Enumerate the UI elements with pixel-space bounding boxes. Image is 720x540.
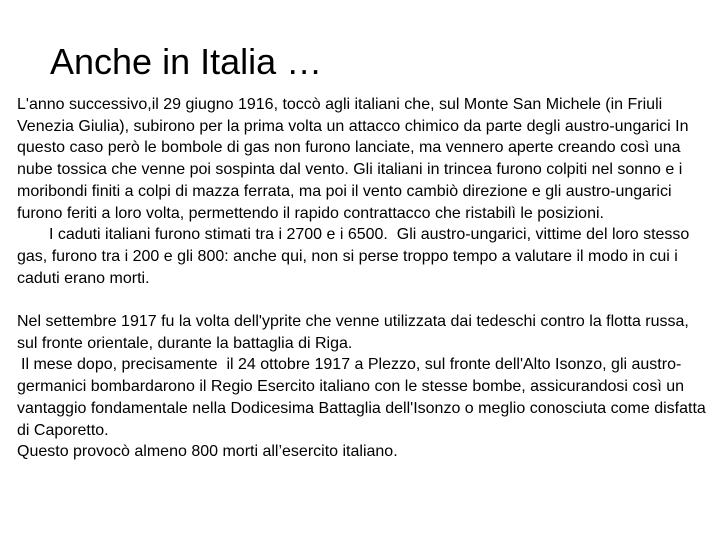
- paragraph-5: Questo provocò almeno 800 morti all’esercito italiano.: [17, 443, 398, 461]
- paragraph-4: Il mese dopo, precisamente il 24 ottobre 1917 a Plezzo, sul fronte dell'Alto Isonzo, gli austro-germanici bombardarono il Regio Esercito italiano con le stesse bombe, assicurandosi così un vantaggio fondamentale nella Dodicesima Battaglia dell'Isonzo o meglio conosciuta come disfatta di Caporetto.: [17, 356, 711, 439]
- paragraph-1: L'anno successivo,il 29 giugno 1916, toccò agli italiani che, sul Monte San Michele (in Friuli Venezia Giulia), subirono per la prima volta un attacco chimico da parte degli austro-ungarici In questo caso però le bombole di gas non furono lanciate, ma vennero aperte creando così una nube tossica che venne poi sospinta dal vento. Gli italiani in trincea furono colpiti nel sonno e i moribondi finiti a colpi di mazza ferrata, ma poi il vento cambiò direzione e gli austro-ungarici furono feriti a loro volta, permettendo il rapido contrattacco che ristabilì le posizioni.: [17, 96, 693, 222]
- slide-body: [17, 94, 711, 463]
- paragraph-spacer: [17, 289, 707, 311]
- slide-title: Anche in Italia …: [50, 41, 323, 82]
- paragraph-3: Nel settembre 1917 fu la volta dell'yprite che venne utilizzata dai tedeschi contro la flotta russa, sul fronte orientale, durante la battaglia di Riga.: [17, 313, 694, 352]
- paragraph-2: I caduti italiani furono stimati tra i 2700 e i 6500. Gli austro-ungarici, vittime del loro stesso gas, furono tra i 200 e gli 800: anche qui, non si perse troppo tempo a valutare il modo in cui i caduti erano morti.: [17, 226, 694, 287]
